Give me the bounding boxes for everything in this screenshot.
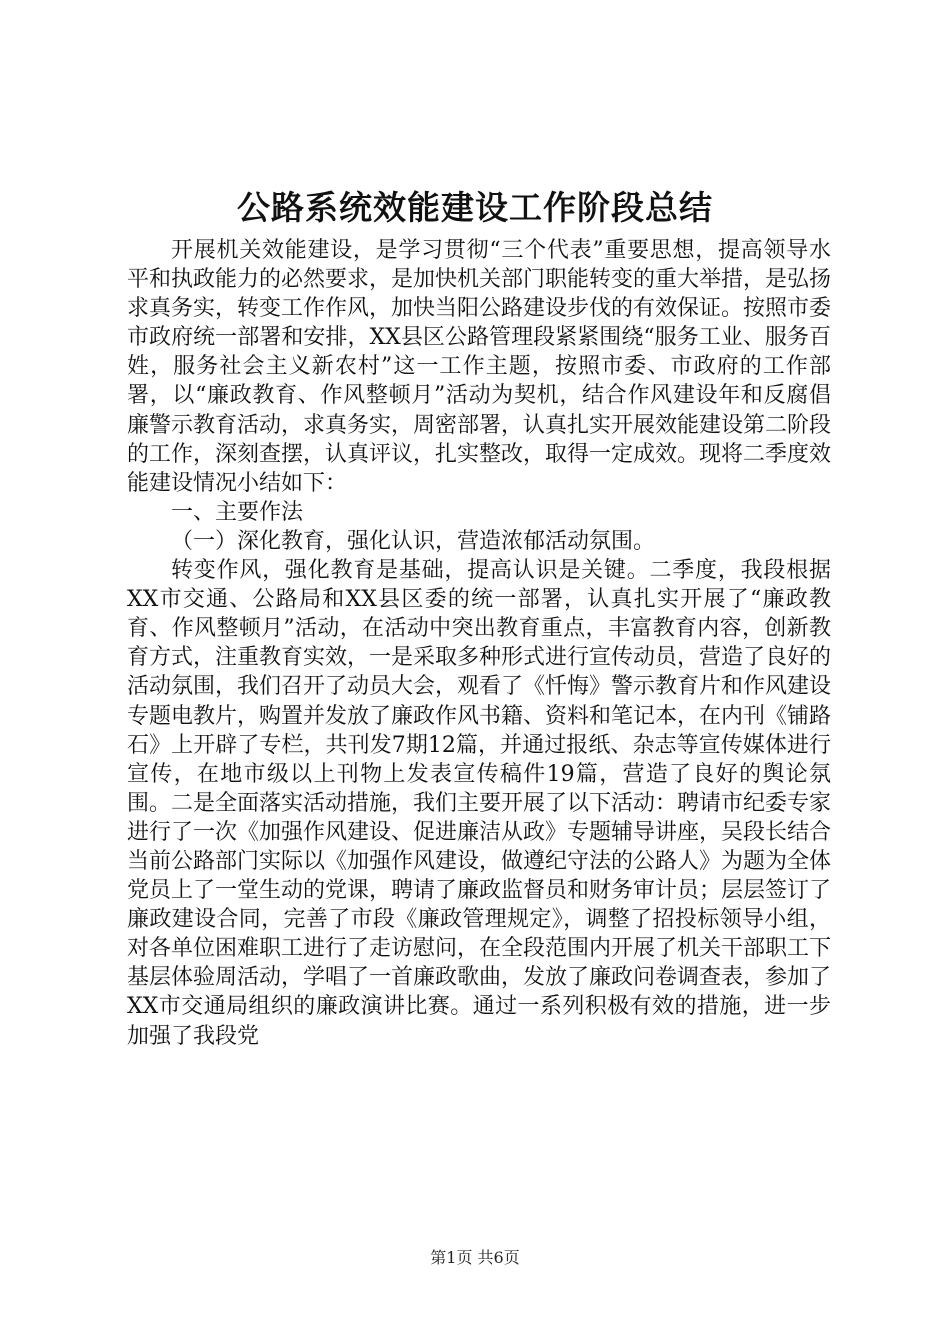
subsection-heading-education: （一）深化教育，强化认识，营造浓郁活动氛围。 xyxy=(171,528,656,554)
intro-paragraph: 开展机关效能建设，是学习贯彻“三个代表”重要思想，提高领导水平和执政能力的必然要求，是加快机关部门职能转变的重大举措，是弘扬求真务实，转变工作作风，加快当阳公路建设步伐的有效保证。按照市委市政府统一部署和安排，XX县区公路管理段紧紧围绕“服务工业、服务百姓，服务社会主义新农村”这一工作主题，按照市委、市政府的工作部署，以“廉政教育、作风整顿月”活动为契机，结合作风建设年和反腐倡廉警示教育活动，求真务实，周密部署，认真扎实开展效能建设第二阶段的工作，深刻查摆，认真评议，扎实整改，取得一定成效。现将二季度效能建设情况小结如下： xyxy=(127,238,832,496)
document-body xyxy=(127,236,831,1051)
document-title: 公路系统效能建设工作阶段总结 xyxy=(237,188,713,227)
section-heading-main-methods: 一、主要作法 xyxy=(171,499,304,525)
page-footer: 第1页 共6页 xyxy=(430,1248,520,1267)
education-paragraph: 转变作风，强化教育是基础，提高认识是关键。二季度，我段根据XX市交通、公路局和XX县区委的统一部署，认真扎实开展了“廉政教育、作风整顿月”活动，在活动中突出教育重点，丰富教育内容，创新教育方式，注重教育实效，一是采取多种形式进行宣传动员，营造了良好的活动氛围，我们召开了动员大会，观看了《忏悔》警示教育片和作风建设专题电教片，购置并发放了廉政作风书籍、资料和笔记本，在内刊《铺路石》上开辟了专栏，共刊发7期12篇，并通过报纸、杂志等宣传媒体进行宣传，在地市级以上刊物上发表宣传稿件19篇，营造了良好的舆论氛围。二是全面落实活动措施，我们主要开展了以下活动：聘请市纪委专家进行了一次《加强作风建设、促进廉洁从政》专题辅导讲座，吴段长结合当前公路部门实际以《加强作风建设，做遵纪守法的公路人》为题为全体党员上了一堂生动的党课，聘请了廉政监督员和财务审计员；层层签订了廉政建设合同，完善了市段《廉政管理规定》，调整了招投标领导小组，对各单位困难职工进行了走访慰问，在全段范围内开展了机关干部职工下基层体验周活动，学唱了一首廉政歌曲，发放了廉政问卷调查表，参加了XX市交通局组织的廉政演讲比赛。通过一系列积极有效的措施，进一步加强了我段党 xyxy=(127,558,832,1049)
